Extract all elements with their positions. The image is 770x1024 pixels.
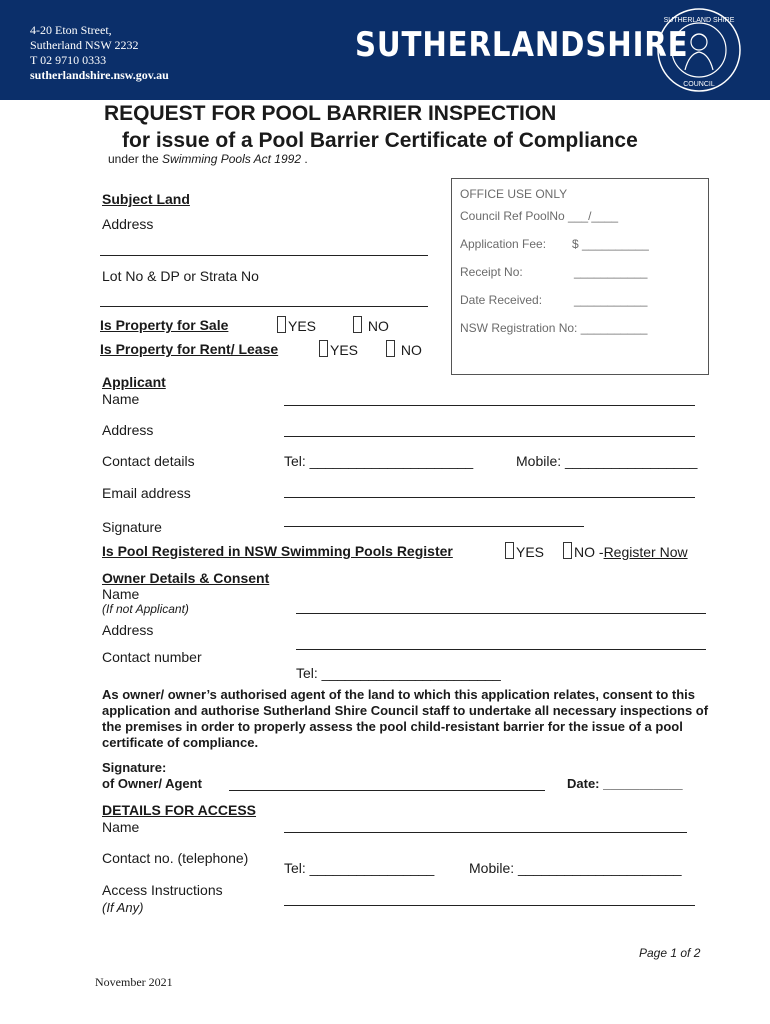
header-banner <box>0 0 770 100</box>
form-subtitle: for issue of a Pool Barrier Certificate of Compliance <box>122 129 638 152</box>
form-revision-date: November 2021 <box>95 975 173 989</box>
owner-if-not-applicant-note: (If not Applicant) <box>102 602 189 616</box>
pool-yes-option[interactable] <box>505 542 544 560</box>
owner-date-field[interactable]: Date: ___________ <box>567 776 683 791</box>
council-website-link[interactable]: sutherlandshire.nsw.gov.au <box>30 68 169 82</box>
sale-no-checkbox[interactable] <box>353 316 362 333</box>
access-contact-label: Contact no. (telephone) <box>102 850 249 866</box>
rent-no-option[interactable] <box>386 340 422 358</box>
rent-yes-option[interactable] <box>319 340 358 358</box>
access-tel-field[interactable]: Tel: ________________ <box>284 860 435 876</box>
access-mobile-field[interactable]: Mobile: _____________________ <box>469 860 682 876</box>
applicant-name-label: Name <box>102 391 140 407</box>
sale-yes-checkbox[interactable] <box>277 316 286 333</box>
date-received-field: ___________ <box>574 293 648 307</box>
rent-yes-checkbox[interactable] <box>319 340 328 357</box>
sale-no-option[interactable] <box>353 316 389 334</box>
access-if-any-note: (If Any) <box>102 900 144 915</box>
nsw-registration-field: NSW Registration No: __________ <box>460 321 648 335</box>
form-title: REQUEST FOR POOL BARRIER INSPECTION <box>104 102 557 125</box>
owner-name-input[interactable] <box>296 613 706 614</box>
owner-contact-label: Contact number <box>102 649 202 665</box>
applicant-mobile-field[interactable]: Mobile: _________________ <box>516 453 698 469</box>
pool-no-checkbox[interactable] <box>563 542 572 559</box>
svg-text:SUTHERLAND SHIRE: SUTHERLAND SHIRE <box>663 17 735 24</box>
subject-address-input[interactable] <box>100 255 428 256</box>
owner-signature-label: Signature: <box>102 760 167 775</box>
council-seal-logo <box>655 6 743 94</box>
owner-agent-label: of Owner/ Agent <box>102 776 202 791</box>
sale-yes-option[interactable] <box>277 316 316 334</box>
receipt-no-label: Receipt No: <box>460 265 523 279</box>
applicant-tel-field[interactable]: Tel: _____________________ <box>284 453 474 469</box>
property-for-sale-question: Is Property for Sale <box>100 317 229 333</box>
pool-no-option[interactable] <box>563 542 688 560</box>
applicant-signature-label: Signature <box>102 519 162 535</box>
owner-heading: Owner Details & Consent <box>102 570 270 586</box>
sale-yes-label: YES <box>288 318 317 334</box>
subject-address-label: Address <box>102 216 154 232</box>
property-for-rent-question: Is Property for Rent/ Lease <box>100 341 279 357</box>
owner-signature-input[interactable] <box>229 790 545 791</box>
svg-text:COUNCIL: COUNCIL <box>683 81 715 88</box>
application-fee-field: $ __________ <box>572 237 649 251</box>
page-number: Page 1 of 2 <box>639 946 701 960</box>
legislation-note <box>108 152 308 166</box>
council-phone: T 02 9710 0333 <box>30 53 107 67</box>
applicant-email-label: Email address <box>102 485 191 501</box>
applicant-signature-input[interactable] <box>284 526 584 527</box>
register-now-link[interactable]: Register Now <box>603 544 688 560</box>
owner-address-label: Address <box>102 622 154 638</box>
legislation-prefix: under the <box>108 152 163 166</box>
owner-tel-field[interactable]: Tel: _______________________ <box>296 665 501 681</box>
access-heading: DETAILS FOR ACCESS <box>102 802 257 818</box>
legislation-act: Swimming Pools Act 1992 <box>162 152 301 166</box>
receipt-no-field: ___________ <box>574 265 648 279</box>
sale-no-label: NO <box>367 318 389 334</box>
applicant-name-input[interactable] <box>284 405 695 406</box>
applicant-address-label: Address <box>102 422 154 438</box>
applicant-heading: Applicant <box>102 374 166 390</box>
access-instructions-input[interactable] <box>284 905 695 906</box>
date-received-label: Date Received: <box>460 293 543 307</box>
brand-wordmark: SUTHERLANDSHIRE <box>355 25 689 65</box>
rent-yes-label: YES <box>330 342 359 358</box>
rent-no-checkbox[interactable] <box>386 340 395 357</box>
owner-name-label: Name <box>102 586 140 602</box>
address-line1: 4-20 Eton Street, <box>30 23 112 37</box>
rent-no-label: NO <box>400 342 422 358</box>
lot-dp-label: Lot No & DP or Strata No <box>102 268 259 284</box>
office-use-box <box>451 178 709 375</box>
pool-no-label: NO - <box>574 544 604 560</box>
access-instructions-label: Access Instructions <box>102 882 223 898</box>
subject-land-heading: Subject Land <box>102 191 190 207</box>
owner-address-input[interactable] <box>296 649 706 650</box>
pool-yes-checkbox[interactable] <box>505 542 514 559</box>
applicant-email-input[interactable] <box>284 497 695 498</box>
owner-consent-statement: As owner/ owner’s authorised agent of the land to which this application relates, consent to this application and authorise Sutherland Shire Council staff to undertake all necessary inspections of the premises in order to properly assess the pool child-resistant barrier for the issue of a pool certificate of compliance. <box>102 687 709 750</box>
address-line2: Sutherland NSW 2232 <box>30 38 139 52</box>
lot-dp-input[interactable] <box>100 306 428 307</box>
pool-registered-question: Is Pool Registered in NSW Swimming Pools Register <box>102 543 453 559</box>
applicant-contact-label: Contact details <box>102 453 195 469</box>
application-fee-label: Application Fee: <box>460 237 547 251</box>
access-name-input[interactable] <box>284 832 687 833</box>
council-ref-field: Council Ref PoolNo ___/____ <box>460 209 619 223</box>
applicant-address-input[interactable] <box>284 436 695 437</box>
council-address <box>30 23 169 83</box>
pool-yes-label: YES <box>516 544 545 560</box>
office-use-heading: OFFICE USE ONLY <box>460 187 568 201</box>
access-name-label: Name <box>102 819 140 835</box>
legislation-suffix: . <box>301 152 308 166</box>
